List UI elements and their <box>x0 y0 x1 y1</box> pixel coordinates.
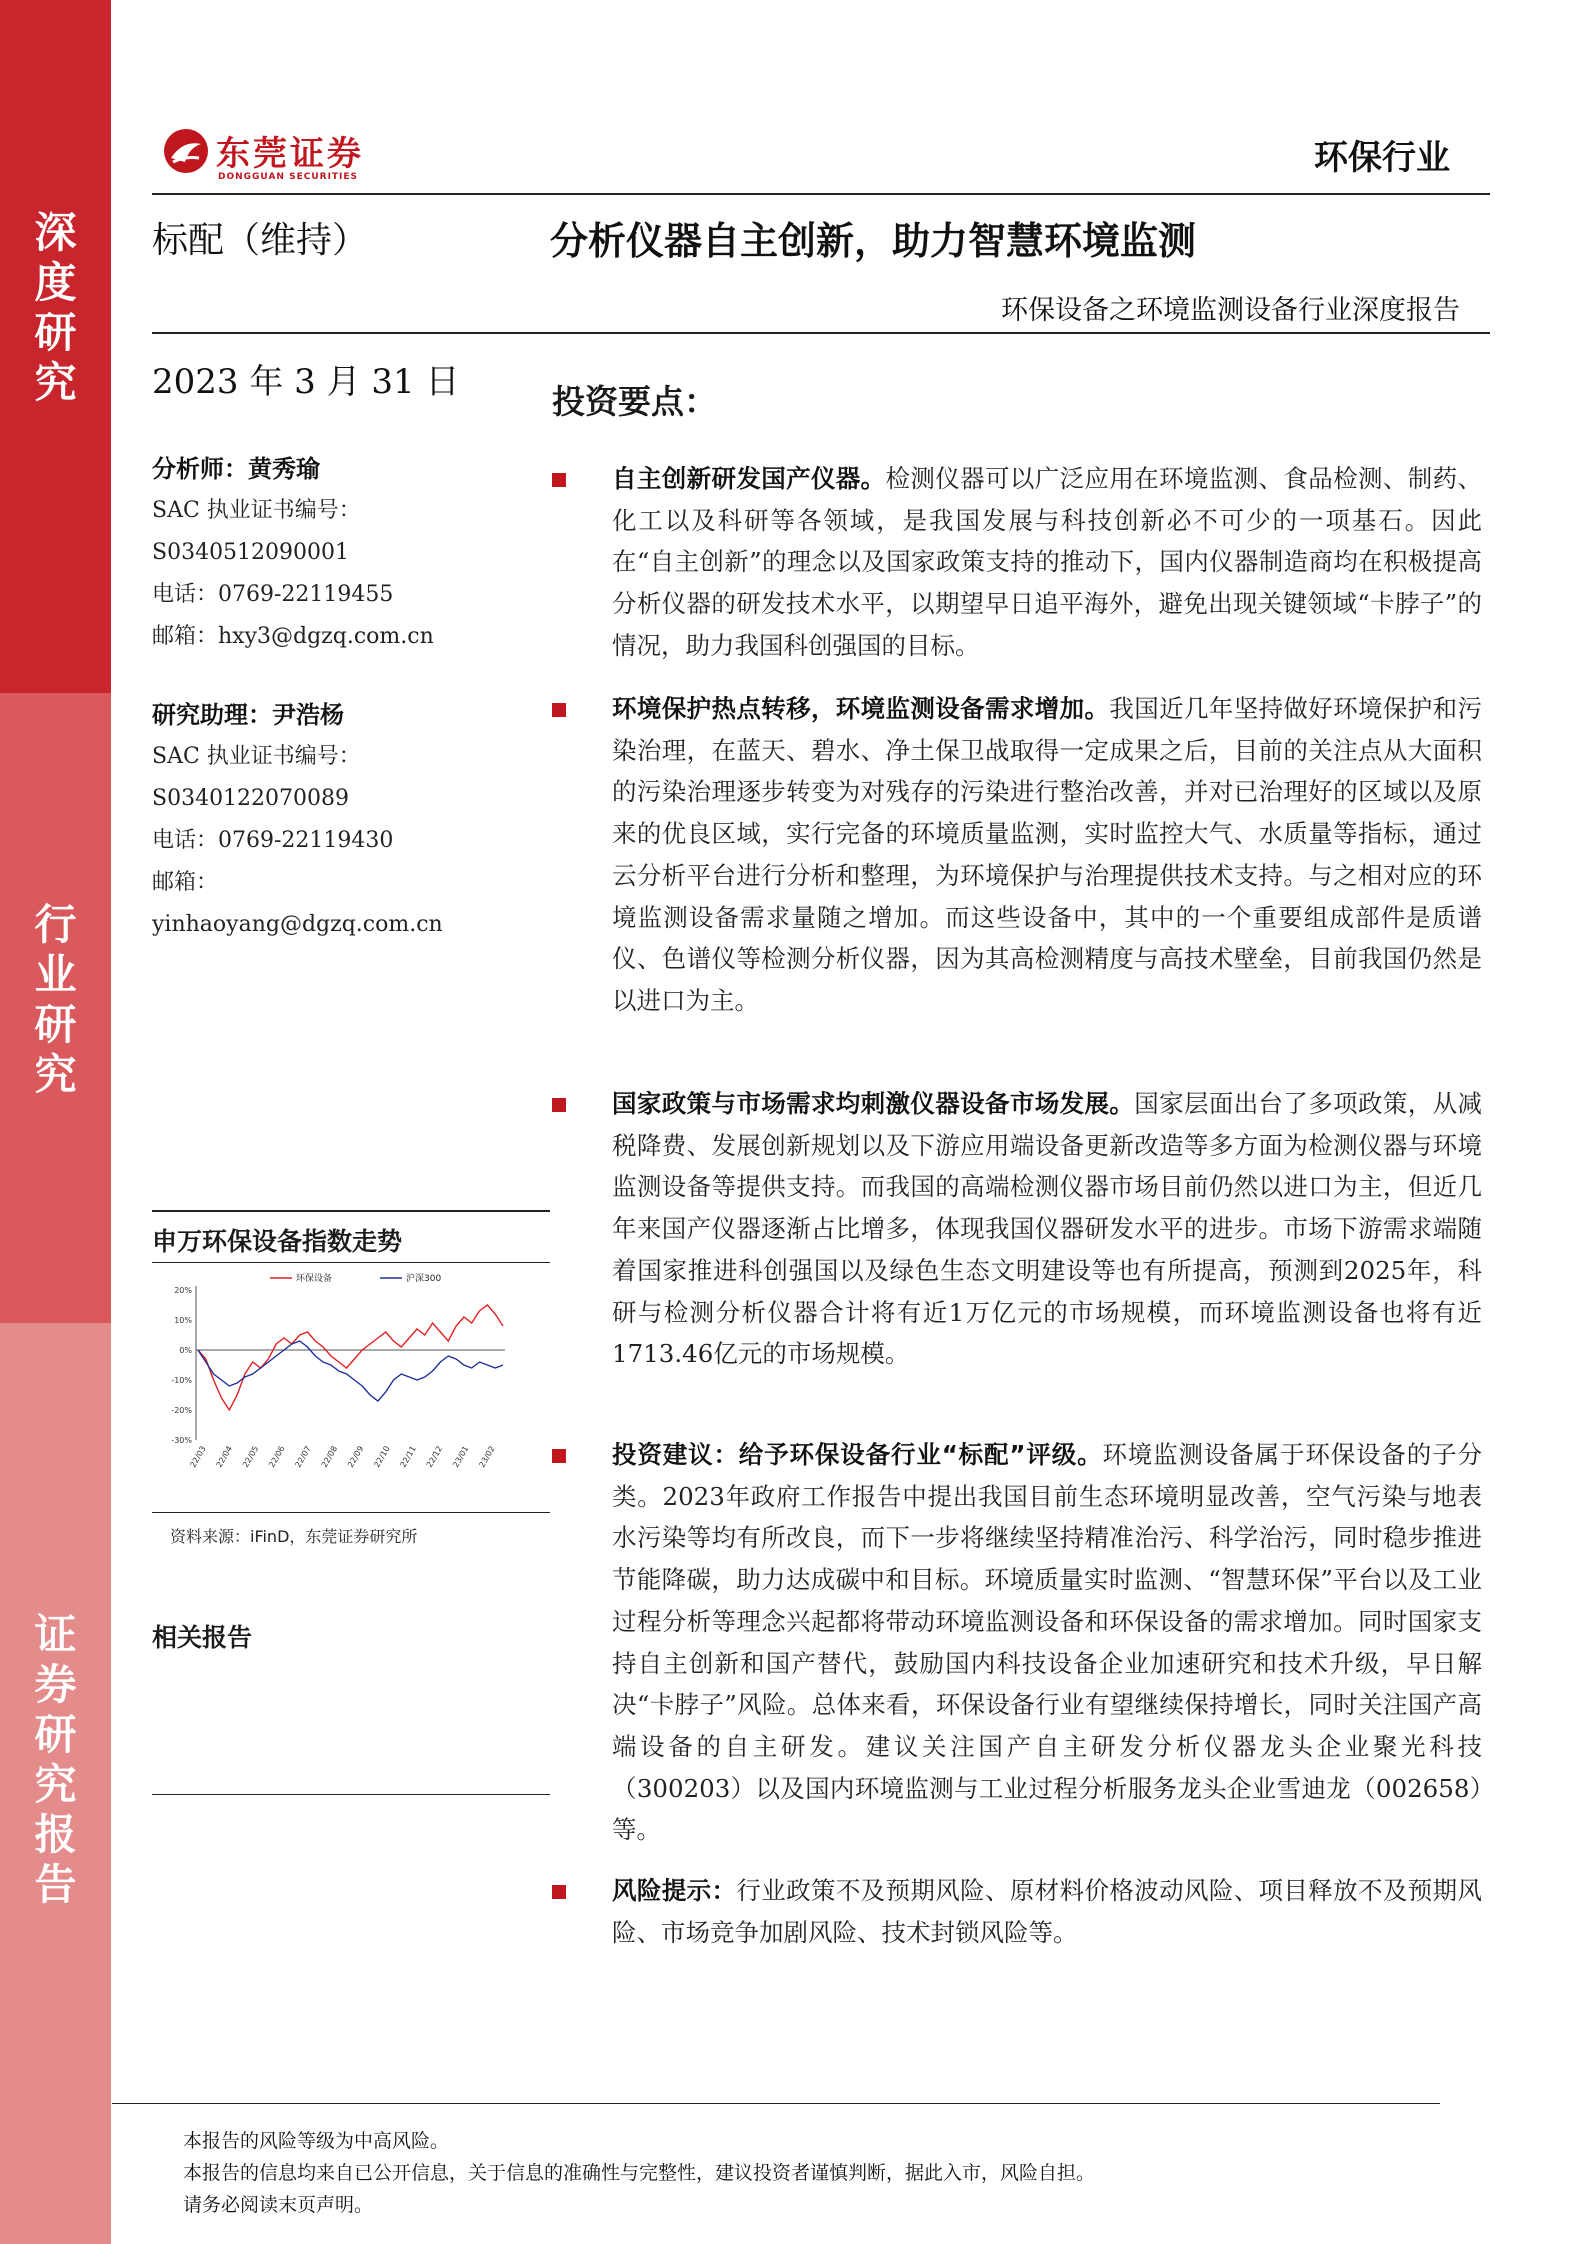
bullet-lead: 投资建议：给予环保设备行业“标配”评级。 <box>612 1440 1103 1469</box>
side-band-mid <box>0 693 111 1323</box>
bullet-text: 我国近几年坚持做好环境保护和污染治理，在蓝天、碧水、净土保卫战取得一定成果之后，目前的关注点从大面积的污染治理逐步转变为对残存的污染进行整治改善，并对已治理好的区域以及原来的优良区域，实行完备的环境质量监测，实时监控大气、水质量等指标，通过云分析平台进行分析和整理，为环境保护与治理提供技术支持。与之相对应的环境监测设备需求量随之增加。而这些设备中，其中的一个重要组成部件是质谱仪、色谱仪等检测分析仪器，因为其高检测精度与高技术壁垒，目前我国仍然是以进口为主。 <box>612 694 1483 1015</box>
analyst-block-1 <box>152 448 434 658</box>
related-rule <box>152 1794 550 1795</box>
analyst-block-2 <box>152 694 443 946</box>
footer-rule <box>112 2103 1440 2104</box>
assistant-cert: S0340122070089 <box>152 786 350 811</box>
analyst-cert-label: SAC 执业证书编号： <box>152 498 361 523</box>
footer-read-notice: 请务必阅读末页声明。 <box>183 2194 374 2216</box>
analyst-phone: 电话：0769-22119455 <box>152 582 394 607</box>
x-tick-label: 22/03 <box>188 1444 208 1469</box>
bullet-text: 检测仪器可以广泛应用在环境监测、食品检测、制药、化工以及科研等各领域，是我国发展与科技创新必不可少的一项基石。因此在“自主创新”的理念以及国家政策支持的推动下，国内仪器制造商均在积极提高分析仪器的研发技术水平，以期望早日追平海外，避免出现关键领域“卡脖子”的情况，助力我国科创强国的目标。 <box>612 464 1483 660</box>
bullet-marker <box>552 473 566 487</box>
bullet-text: 行业政策不及预期风险、原材料价格波动风险、项目释放不及预期风险、市场竞争加剧风险、技术封锁风险等。 <box>612 1876 1483 1947</box>
side-label-char: 研 <box>34 308 77 357</box>
y-tick-label: 20% <box>174 1286 192 1295</box>
header-rule <box>152 193 1490 195</box>
bullet-marker <box>552 1449 566 1463</box>
side-label-2 <box>0 900 111 1100</box>
bullet-text: 环境监测设备属于环保设备的子分类。2023年政府工作报告中提出我国目前生态环境明显改善，空气污染与地表水污染等均有所改良，而下一步将继续坚持精准治污、科学治污，同时稳步推进节能降碳，助力达成碳中和目标。环境质量实时监测、“智慧环保”平台以及工业过程分析等理念兴起都将带动环境监测设备和环保设备的需求增加。同时国家支持自主创新和国产替代，鼓励国内科技设备企业加速研究和技术升级，早日解决“卡脖子”风险。总体来看，环保设备行业有望继续保持增长，同时关注国产高端设备的自主研发。建议关注国产自主研发分析仪器龙头企业聚光科技（300203）以及国内环境监测与工业过程分析服务龙头企业雪迪龙（002658）等。 <box>612 1440 1482 1845</box>
side-label-char: 究 <box>34 1050 77 1099</box>
side-label-char: 研 <box>34 1710 77 1759</box>
y-tick-label: 10% <box>174 1316 192 1325</box>
chart-source: 资料来源：iFinD，东莞证券研究所 <box>170 1527 418 1546</box>
legend-label: 环保设备 <box>296 1274 333 1284</box>
section-heading: 投资要点： <box>552 382 717 421</box>
chart-bottom-rule <box>152 1512 550 1513</box>
industry-label: 环保行业 <box>1314 138 1450 178</box>
bullet-lead: 自主创新研发国产仪器。 <box>612 464 886 493</box>
bullet-lead: 环境保护热点转移，环境监测设备需求增加。 <box>612 694 1110 723</box>
assistant-email-label: 邮箱： <box>152 870 219 895</box>
x-tick-label: 22/10 <box>372 1444 392 1469</box>
footer-risk-level: 本报告的风险等级为中高风险。 <box>183 2130 450 2152</box>
analyst-email[interactable]: 邮箱：hxy3@dgzq.com.cn <box>152 624 434 649</box>
side-label-char: 深 <box>34 208 77 257</box>
side-label-char: 研 <box>34 1000 77 1049</box>
bullet-5 <box>552 1870 1482 1953</box>
side-label-char: 报 <box>34 1810 77 1859</box>
side-band-dark <box>0 0 111 693</box>
series-line-env-equipment <box>198 1305 503 1410</box>
x-tick-label: 22/11 <box>398 1444 418 1469</box>
bullet-2 <box>552 688 1482 1022</box>
analyst-cert: S0340512090001 <box>152 540 350 565</box>
x-tick-label: 23/02 <box>477 1444 497 1469</box>
side-label-char: 度 <box>34 258 77 307</box>
chart-title-rule <box>152 1262 550 1263</box>
analyst-name: 分析师：黄秀瑜 <box>152 455 320 483</box>
side-label-1 <box>0 208 111 408</box>
bullet-marker <box>552 1885 566 1899</box>
side-label-char: 究 <box>34 1760 77 1809</box>
side-label-char: 告 <box>34 1860 77 1909</box>
bullet-marker <box>552 703 566 717</box>
y-tick-label: -30% <box>171 1436 192 1445</box>
x-tick-label: 23/01 <box>451 1444 471 1469</box>
report-date: 2023 年 3 月 31 日 <box>152 362 460 402</box>
assistant-cert-label: SAC 执业证书编号： <box>152 744 361 769</box>
side-label-char: 业 <box>34 950 77 999</box>
side-label-char: 究 <box>34 358 77 407</box>
title-rule <box>152 332 1490 334</box>
legend-label: 沪深300 <box>406 1274 442 1284</box>
brand-name: 东莞证券 <box>216 134 364 174</box>
side-label-char: 证 <box>34 1610 77 1659</box>
x-tick-label: 22/12 <box>424 1444 445 1469</box>
x-tick-label: 22/09 <box>346 1444 366 1469</box>
y-tick-label: 0% <box>179 1346 192 1355</box>
assistant-name: 研究助理：尹浩杨 <box>152 701 344 729</box>
chart-title: 申万环保设备指数走势 <box>152 1227 403 1256</box>
side-label-char: 券 <box>34 1660 77 1709</box>
side-label-3 <box>0 1610 111 1910</box>
x-tick-label: 22/07 <box>293 1444 313 1469</box>
bullet-3 <box>552 1083 1482 1375</box>
assistant-phone: 电话：0769-22119430 <box>152 828 394 853</box>
bullet-marker <box>552 1098 566 1112</box>
x-tick-label: 22/05 <box>240 1444 261 1469</box>
x-tick-label: 22/06 <box>267 1444 287 1469</box>
footer-disclaimer: 本报告的信息均来自已公开信息，关于信息的准确性与完整性，建议投资者谨慎判断，据此入市，风险自担。 <box>183 2162 1096 2184</box>
bullet-4 <box>552 1434 1482 1851</box>
bullet-lead: 风险提示： <box>612 1876 737 1905</box>
bullet-lead: 国家政策与市场需求均刺激仪器设备市场发展。 <box>612 1089 1135 1118</box>
y-tick-label: -20% <box>171 1406 192 1415</box>
side-band-light <box>0 1323 111 2244</box>
brand-name-en: DONGGUAN SECURITIES <box>218 172 359 182</box>
report-title: 分析仪器自主创新，助力智慧环境监测 <box>550 219 1197 263</box>
brand-logo-icon <box>163 128 209 174</box>
x-tick-label: 22/04 <box>214 1444 235 1469</box>
assistant-email[interactable]: yinhaoyang@dgzq.com.cn <box>152 912 443 937</box>
bullet-text: 国家层面出台了多项政策，从减税降费、发展创新规划以及下游应用端设备更新改造等多方面为检测仪器与环境监测设备等提供支持。而我国的高端检测仪器市场目前仍然以进口为主，但近几年来国产仪器逐渐占比增多，体现我国仪器研发水平的进步。市场下游需求端随着国家推进科创强国以及绿色生态文明建设等也有所提高，预测到2025年，科研与检测分析仪器合计将有近1万亿元的市场规模，而环境监测设备也将有近1713.46亿元的市场规模。 <box>612 1089 1482 1369</box>
y-tick-label: -10% <box>171 1376 192 1385</box>
side-label-char: 行 <box>34 900 77 949</box>
rating-label: 标配（维持） <box>152 220 369 261</box>
chart-top-rule <box>152 1210 550 1212</box>
related-reports-title: 相关报告 <box>152 1623 253 1652</box>
x-tick-label: 22/08 <box>319 1444 340 1469</box>
bullet-1 <box>552 458 1482 667</box>
report-subtitle: 环保设备之环境监测设备行业深度报告 <box>1001 295 1460 326</box>
index-trend-chart <box>160 1268 530 1508</box>
